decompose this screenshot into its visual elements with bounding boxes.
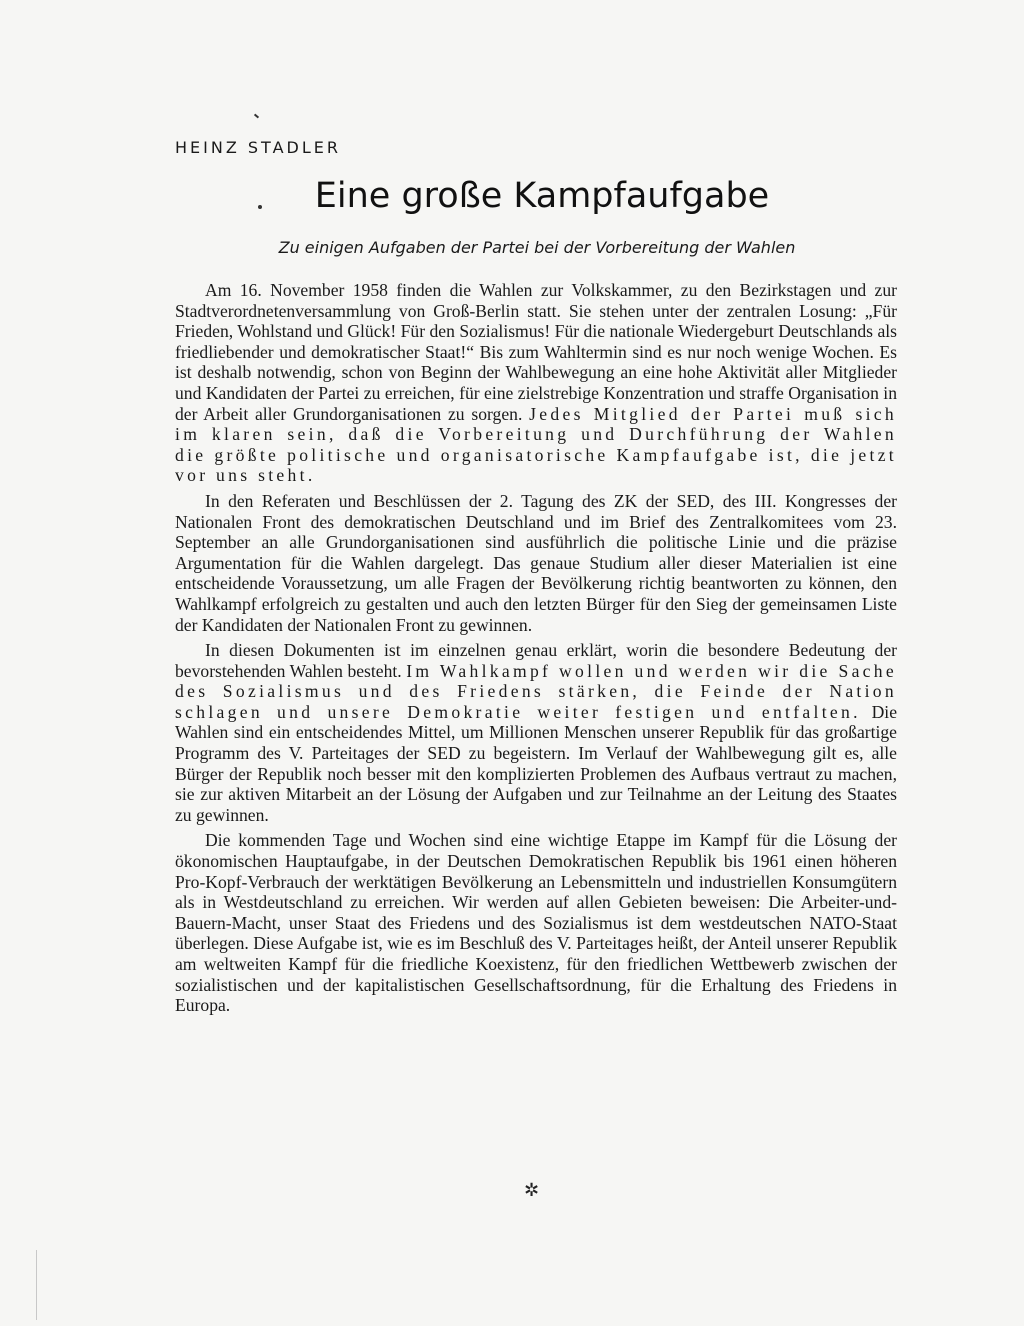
paragraph-2: In den Referaten und Beschlüssen der 2. Tagung des ZK der SED, des III. Kongresses der Nationalen Front des demokratischen Deutschland und im Brief des Zentralkomitees vom 23. September an alle Grundorganisationen sind ausführlich die politische Linie und die präzise Argumentation für die Wahlen dargelegt. Das genaue Studium aller dieser Materialien ist eine entscheidende Voraussetzung, um alle Fragen der Bevölkerung richtig beantworten zu können, den Wahlkampf erfolgreich zu gestalten und auch den letzten Bürger für den Sieg der gemeinsamen Liste der Kandidaten der Nationalen Front zu gewinnen. [175,490,897,635]
scan-edge-line [36,1250,37,1320]
stray-ink-mark [254,114,259,119]
paragraph-1-text: Am 16. November 1958 finden die Wahlen zur Volkskammer, zu den Bezirkstagen und zur Stadtverordnetenversammlung von Groß-Berlin statt. Sie stehen unter der zentralen Losung: „Für Frieden, Wohlstand und Glück! Für den Sozialismus! Für die nationale Wiedergeburt Deutschlands als friedliebender und demokratischer Staat!“ Bis zum Wahltermin sind es nur noch wenige Wochen. Es ist deshalb notwendig, schon von Beginn der Wahlbewegung an eine hohe Aktivität aller Mitglieder und Kandidaten der Partei zu erreichen, für eine zielstrebige Konzentration und straffe Organisation in der Arbeit aller Grundorganisationen zu sorgen. [175,280,897,424]
star-ornament-icon: ✲ [524,1180,540,1201]
paragraph-1 [175,280,897,486]
author-name: HEINZ STADLER [175,138,341,157]
article-body [175,280,897,1021]
paragraph-1-emphasis: Jedes Mitglied der Partei muß sich im klaren sein, daß die Vorbereitung und Durchführung der Wahlen die größte politische und organisatorische Kampfaufgabe ist, die jetzt vor uns steht. [175,403,897,486]
paragraph-3 [175,640,897,825]
article-title: Eine große Kampfaufgabe [314,176,770,216]
paragraph-4: Die kommenden Tage und Wochen sind eine wichtige Etappe im Kampf für die Lösung der ökonomischen Hauptaufgabe, in der Deutschen Demokratischen Republik bis 1961 einen höheren Pro-Kopf-Verbrauch der werktätigen Bevölkerung an Lebensmitteln und industriellen Konsumgütern als in Westdeutschland zu erreichen. Wir werden auf allen Gebieten beweisen: Die Arbeiter-und-Bauern-Macht, unser Staat des Friedens und des Sozialismus ist dem westdeutschen NATO-Staat überlegen. Diese Aufgabe ist, wie es im Beschluß des V. Parteitages heißt, der Anteil unserer Republik am weltweiten Kampf für die friedliche Koexistenz, für den friedlichen Wettbewerb zwischen der sozialistischen und der kapitalistischen Gesellschaftsordnung, für die Erhaltung des Friedens in Europa. [175,830,897,1016]
paragraph-3-emphasis: Im Wahlkampf wollen und werden wir die Sache des Sozialismus und des Friedens stärken, die Feinde der Nation schlagen und unsere Demokratie weiter festigen und entfalten. [175,660,897,722]
article-subtitle: Zu einigen Aufgaben der Partei bei der Vorbereitung der Wahlen [278,238,796,257]
paragraph-3-text-end: Die Wahlen sind ein entscheidendes Mittel, um Millionen Menschen unserer Republik für das großartige Programm des V. Parteitages der SED zu begeistern. Im Verlauf der Wahlbewegung gilt es, alle Bürger der Republik noch besser mit den komplizierten Problemen des Aufbaus vertraut zu machen, sie zur aktiven Mitarbeit an der Lösung der Aufgaben und zur Teilnahme an der Leitung des Staates zu gewinnen. [175,701,897,825]
paragraph-3-text-start: In diesen Dokumenten ist im einzelnen genau erklärt, worin die besondere Bedeutung der bevorstehenden Wahlen besteht. [175,640,897,681]
